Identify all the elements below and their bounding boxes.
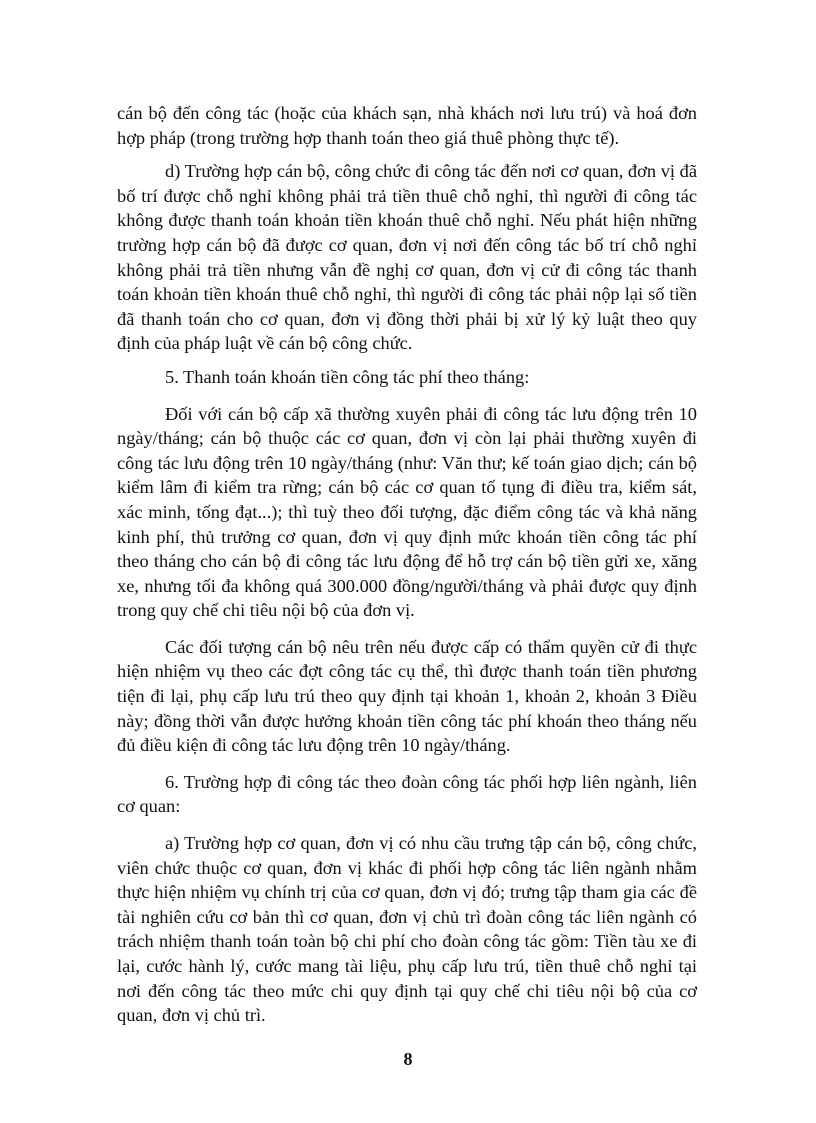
paragraph-monthly-allowance: Đối với cán bộ cấp xã thường xuyên phải đi công tác lưu động trên 10 ngày/tháng; cán bộ thuộc các cơ quan, đơn vị còn lại phải thường xuyên đi công tác lưu động trên 10 ngày/tháng (như: Văn thư; kế toán giao dịch; cán bộ kiểm lâm đi kiểm tra rừng; cán bộ các cơ quan tố tụng đi điều tra, kiểm sát, xác minh, tống đạt...); thì tuỳ theo đối tượng, đặc điểm công tác và khả năng kinh phí, thủ trưởng cơ quan, đơn vị quy định mức khoán tiền công tác phí theo tháng cho cán bộ đi công tác lưu động để hỗ trợ cán bộ tiền gửi xe, xăng xe, nhưng tối đa không quá 300.000 đồng/người/tháng và phải được quy định trong quy chế chi tiêu nội bộ của đơn vị. [117, 403, 697, 621]
page-number: 8 [403, 1049, 413, 1069]
paragraph-eligible-staff: Các đối tượng cán bộ nêu trên nếu được cấp có thẩm quyền cử đi thực hiện nhiệm vụ theo các đợt công tác cụ thể, thì được thanh toán tiền phương tiện đi lại, phụ cấp lưu trú theo quy định tại khoản 1, khoản 2, khoản 3 Điều này; đồng thời vẫn được hưởng khoản tiền công tác phí khoán theo tháng nếu đủ điều kiện đi công tác lưu động trên 10 ngày/tháng. [117, 636, 697, 756]
section-heading-5: 5. Thanh toán khoán tiền công tác phí theo tháng: [165, 366, 530, 387]
paragraph-item-d: d) Trường hợp cán bộ, công chức đi công tác đến nơi cơ quan, đơn vị đã bố trí được chỗ nghỉ không phải trả tiền thuê chỗ nghỉ, thì người đi công tác không được thanh toán khoản tiền khoán thuê chỗ nghỉ. Nếu phát hiện những trường hợp cán bộ đã được cơ quan, đơn vị nơi đến công tác bố trí chỗ nghỉ không phải trả tiền nhưng vẫn đề nghị cơ quan, đơn vị cử đi công tác thanh toán khoản tiền khoán thuê chỗ nghỉ, thì người đi công tác phải nộp lại số tiền đã thanh toán cho cơ quan, đơn vị đồng thời phải bị xử lý kỷ luật theo quy định của pháp luật về cán bộ công chức. [117, 161, 697, 354]
section-heading-6: 6. Trường hợp đi công tác theo đoàn công tác phối hợp liên ngành, liên cơ quan: [117, 771, 697, 817]
paragraph-item-a: a) Trường hợp cơ quan, đơn vị có nhu cầu trưng tập cán bộ, công chức, viên chức thuộc cơ quan, đơn vị khác đi phối hợp công tác liên ngành nhằm thực hiện nhiệm vụ chính trị của cơ quan, đơn vị đó; trưng tập tham gia các đề tài nghiên cứu cơ bản thì cơ quan, đơn vị chủ trì đoàn công tác liên ngành có trách nhiệm thanh toán toàn bộ chi phí cho đoàn công tác gồm: Tiền tàu xe đi lại, cước hành lý, cước mang tài liệu, phụ cấp lưu trú, tiền thuê chỗ nghỉ tại nơi đến công tác theo mức chi quy định tại quy chế chi tiêu nội bộ của cơ quan, đơn vị chủ trì. [117, 833, 697, 1026]
document-body [117, 101, 697, 1028]
paragraph-continuation: cán bộ đến công tác (hoặc của khách sạn, nhà khách nơi lưu trú) và hoá đơn hợp pháp (trong trường hợp thanh toán theo giá thuê phòng thực tế). [117, 103, 697, 148]
